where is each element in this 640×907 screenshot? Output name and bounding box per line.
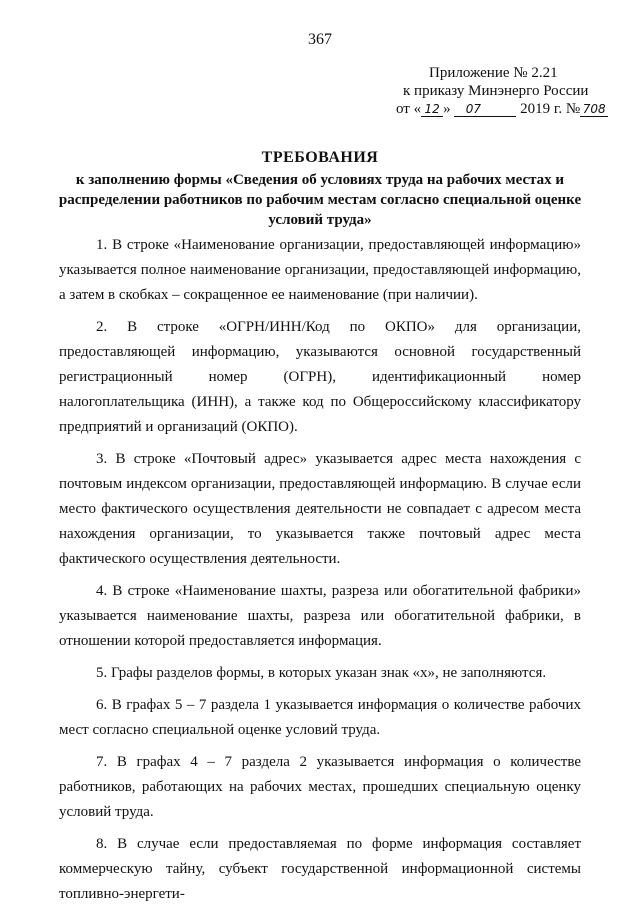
paragraph-3: 3. В строке «Почтовый адрес» указывается адрес места нахождения с почтовым индексом организации, предоставляющей информацию. В случае если место фактического осуществления деятельности не совпадает с адресом места нахождения организации, то указывается также почтовый адрес места фактического осуществления деятельности. [59, 451, 581, 567]
month-underline [492, 102, 516, 117]
paragraph-5: 5. Графы разделов формы, в которых указан знак «х», не заполняются. [96, 665, 547, 681]
date-day: 12 [421, 102, 443, 117]
document-title: ТРЕБОВАНИЯ [261, 149, 379, 166]
paragraph-2: 2. В строке «ОГРН/ИНН/Код по ОКПО» для организации, предоставляющей информацию, указываются основной государственный регистрационный номер (ОГРН), идентификационный номер налогоплательщика (ИНН), а также код по Общероссийскому классификатору предприятий и организаций (ОКПО). [59, 319, 581, 435]
document-title-block [40, 148, 600, 230]
appendix-header [396, 64, 626, 118]
page-number: 367 [308, 31, 332, 48]
paragraph-4: 4. В строке «Наименование шахты, разреза или обогатительной фабрики» указывается наименование шахты, разреза или обогатительной фабрики, в отношении которой предоставляется информация. [59, 583, 581, 649]
appendix-date-line [396, 100, 626, 118]
date-month: 07 [454, 102, 492, 117]
appendix-title: Приложение № 2.21 [429, 65, 558, 81]
order-number: 708 [580, 102, 608, 117]
document-subtitle: к заполнению формы «Сведения об условиях труда на рабочих местах и распределении работников по рабочим местам согласно специальной оценке условий труда» [58, 172, 582, 228]
document-body [59, 233, 581, 907]
date-year: 2019 г. № [520, 101, 581, 117]
date-quote-close: » [443, 101, 451, 117]
paragraph-6: 6. В графах 5 – 7 раздела 1 указывается информация о количестве рабочих мест согласно специальной оценке условий труда. [59, 697, 581, 738]
appendix-order-ref: к приказу Минэнерго России [403, 83, 589, 99]
paragraph-8: 8. В случае если предоставляемая по форме информация составляет коммерческую тайну, субъект государственной информационной системы топливно-энергети- [59, 836, 581, 902]
paragraph-7: 7. В графах 4 – 7 раздела 2 указывается информация о количестве работников, работающих на рабочих местах, прошедших специальную оценку условий труда. [59, 754, 581, 820]
date-prefix: от « [396, 101, 422, 117]
paragraph-1: 1. В строке «Наименование организации, предоставляющей информацию» указывается полное наименование организации, предоставляющей информацию, а затем в скобках – сокращенное ее наименование (при наличии). [59, 237, 581, 303]
